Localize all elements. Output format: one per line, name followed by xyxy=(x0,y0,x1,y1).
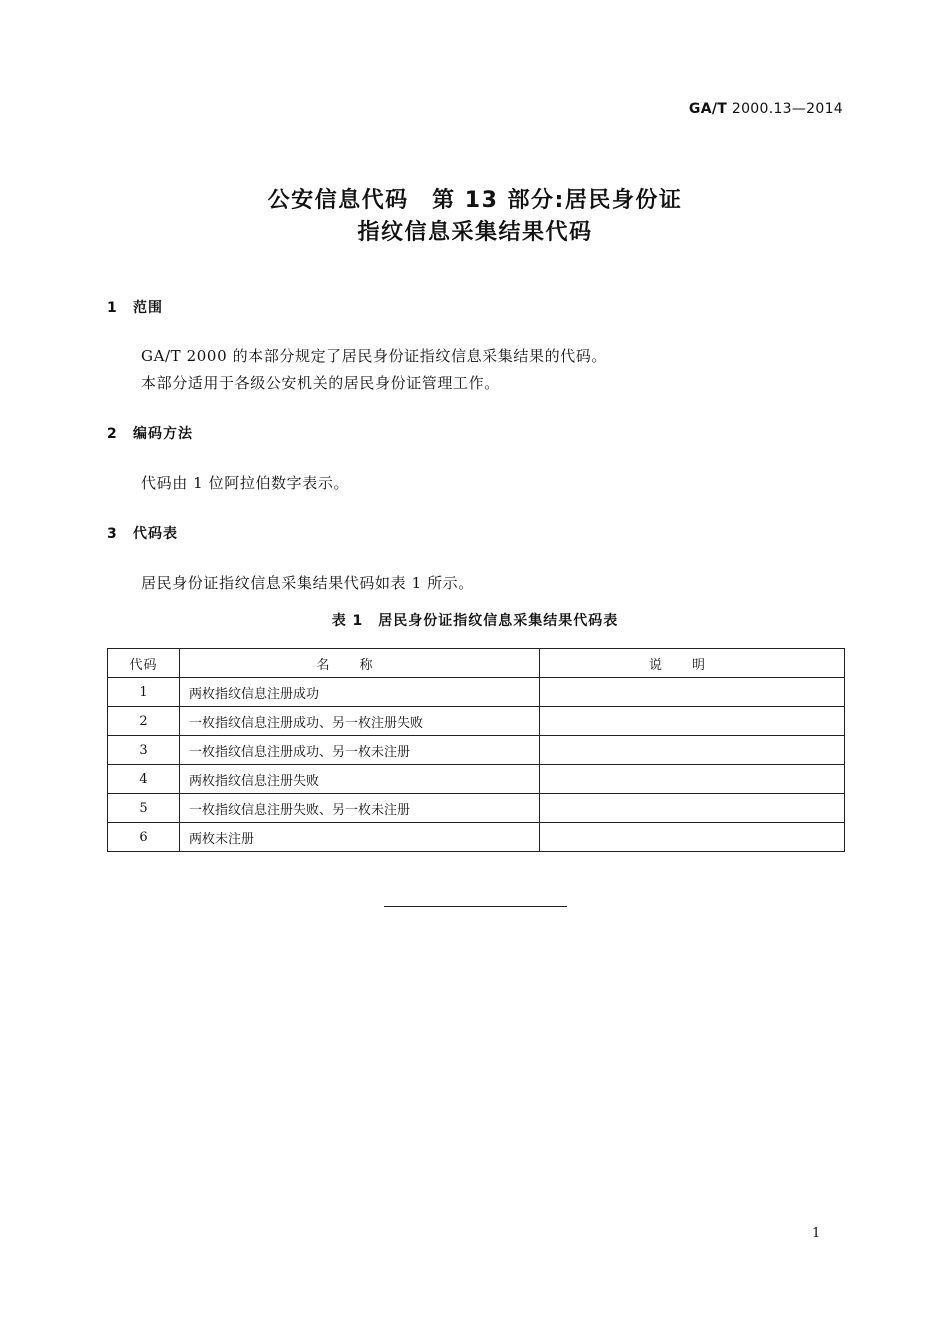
cell-name: 一枚指纹信息注册成功、另一枚注册失败 xyxy=(180,707,540,736)
cell-description xyxy=(540,736,845,765)
cell-description xyxy=(540,794,845,823)
table-row xyxy=(108,794,845,823)
section-heading-scope xyxy=(107,297,163,317)
section-number: 3 xyxy=(107,526,118,542)
section-number: 1 xyxy=(107,300,118,316)
document-title-line2: 指纹信息采集结果代码 xyxy=(357,220,593,245)
header-name: 名称 xyxy=(180,649,540,678)
standard-number: 2000.13—2014 xyxy=(731,101,843,117)
table-row xyxy=(108,678,845,707)
paragraph: 本部分适用于各级公安机关的居民身份证管理工作。 xyxy=(141,374,500,392)
document-title-line1: 公安信息代码 第 13 部分:居民身份证 xyxy=(267,188,683,213)
cell-name: 一枚指纹信息注册失败、另一枚未注册 xyxy=(180,794,540,823)
cell-description xyxy=(540,707,845,736)
header-description: 说明 xyxy=(540,649,845,678)
section-heading-encoding-method xyxy=(107,423,193,443)
code-table xyxy=(107,648,845,852)
end-of-document-rule xyxy=(384,906,567,907)
standard-prefix: GA/T xyxy=(688,101,728,117)
section-number: 2 xyxy=(107,426,118,442)
table-row xyxy=(108,823,845,852)
cell-code: 4 xyxy=(108,765,180,794)
cell-code: 5 xyxy=(108,794,180,823)
cell-code: 6 xyxy=(108,823,180,852)
paragraph: 居民身份证指纹信息采集结果代码如表 1 所示。 xyxy=(141,574,474,592)
page-number: 1 xyxy=(812,1226,821,1241)
section-title: 编码方法 xyxy=(133,426,193,442)
section-title: 代码表 xyxy=(133,526,178,542)
section-heading-code-table xyxy=(107,523,178,543)
cell-description xyxy=(540,765,845,794)
cell-name: 两枚指纹信息注册成功 xyxy=(180,678,540,707)
table-caption: 表 1 居民身份证指纹信息采集结果代码表 xyxy=(331,613,619,629)
cell-description xyxy=(540,678,845,707)
cell-name: 两枚指纹信息注册失败 xyxy=(180,765,540,794)
paragraph: 代码由 1 位阿拉伯数字表示。 xyxy=(141,474,350,492)
cell-code: 2 xyxy=(108,707,180,736)
section-title: 范围 xyxy=(133,300,163,316)
table-header-row xyxy=(108,649,845,678)
header-code: 代码 xyxy=(108,649,180,678)
paragraph: GA/T 2000 的本部分规定了居民身份证指纹信息采集结果的代码。 xyxy=(141,347,607,365)
table-row xyxy=(108,765,845,794)
cell-name: 两枚未注册 xyxy=(180,823,540,852)
cell-code: 3 xyxy=(108,736,180,765)
table-row xyxy=(108,736,845,765)
cell-description xyxy=(540,823,845,852)
cell-code: 1 xyxy=(108,678,180,707)
cell-name: 一枚指纹信息注册成功、另一枚未注册 xyxy=(180,736,540,765)
table-row xyxy=(108,707,845,736)
standard-code xyxy=(689,101,843,117)
